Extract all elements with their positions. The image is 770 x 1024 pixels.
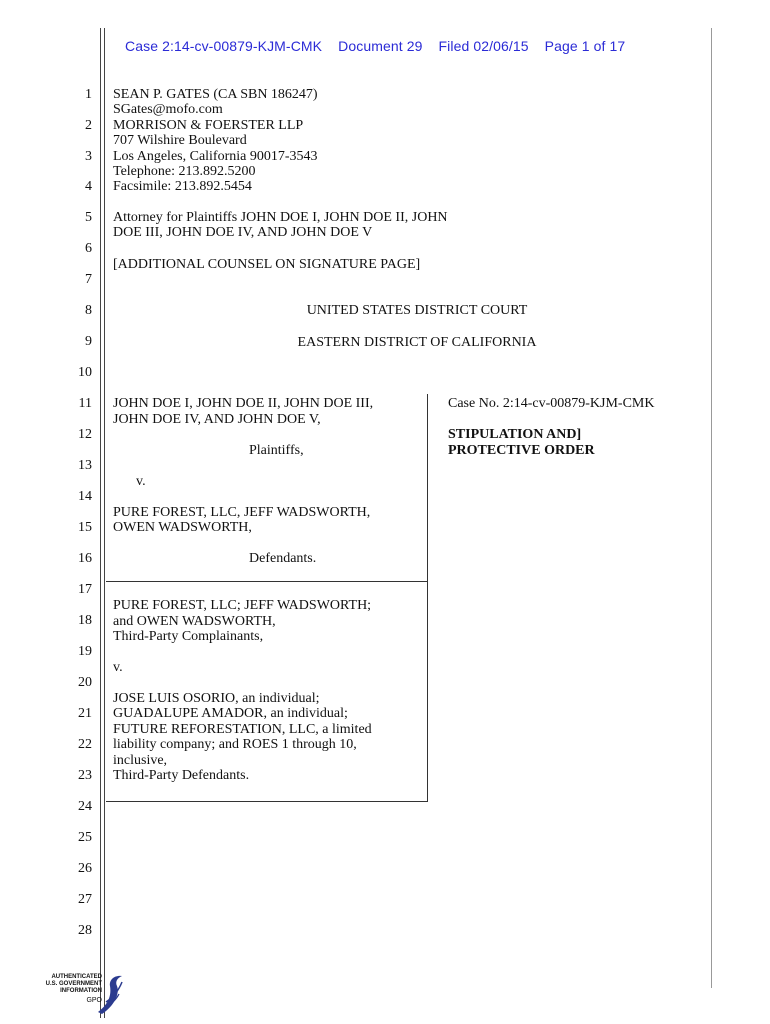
counsel-firm: MORRISON & FOERSTER LLP: [113, 118, 304, 133]
seal-line-4: GPO: [86, 997, 102, 1004]
left-margin-rule: [100, 28, 101, 1018]
line-number: 16: [78, 551, 92, 566]
third-party-defendants-line-1: JOSE LUIS OSORIO, an individual;: [113, 691, 320, 706]
third-party-complainants-role: Third-Party Complainants,: [113, 629, 264, 644]
defendants-line-2: OWEN WADSWORTH,: [113, 520, 252, 535]
seal-line-3: INFORMATION: [60, 988, 102, 994]
defendants-role: Defendants.: [249, 551, 317, 566]
header-filed-date: Filed 02/06/15: [438, 38, 529, 54]
line-number: 2: [85, 118, 92, 133]
line-number: 13: [78, 458, 92, 473]
attorney-for-line-1: Attorney for Plaintiffs JOHN DOE I, JOHN DOE II, JOHN: [113, 210, 448, 225]
line-number: 7: [85, 272, 92, 287]
header-document-number: Document 29: [338, 38, 423, 54]
third-party-complainants-line-1: PURE FOREST, LLC; JEFF WADSWORTH;: [113, 598, 372, 613]
line-number: 12: [78, 427, 92, 442]
line-number: 8: [85, 303, 92, 318]
line-number: 18: [78, 613, 92, 628]
third-party-defendants-line-4: liability company; and ROES 1 through 10,: [113, 737, 357, 752]
line-number: 3: [85, 149, 92, 164]
versus-label-2: v.: [113, 660, 123, 675]
line-number: 6: [85, 241, 92, 256]
line-number: 5: [85, 210, 92, 225]
third-party-defendants-line-2: GUADALUPE AMADOR, an individual;: [113, 706, 348, 721]
counsel-email: SGates@mofo.com: [113, 102, 223, 117]
plaintiffs-line-1: JOHN DOE I, JOHN DOE II, JOHN DOE III,: [113, 396, 374, 411]
line-number: 21: [78, 706, 92, 721]
third-party-defendants-role: Third-Party Defendants.: [113, 768, 250, 783]
header-case-number: Case 2:14-cv-00879-KJM-CMK: [125, 38, 323, 54]
document-title-line-2: PROTECTIVE ORDER: [448, 443, 595, 458]
counsel-facsimile: Facsimile: 213.892.5454: [113, 179, 252, 194]
court-district: EASTERN DISTRICT OF CALIFORNIA: [297, 335, 537, 350]
third-party-complainants-line-2: and OWEN WADSWORTH,: [113, 614, 276, 629]
line-number: 22: [78, 737, 92, 752]
line-number: 10: [78, 365, 92, 380]
line-number: 11: [78, 396, 92, 411]
additional-counsel-note: [ADDITIONAL COUNSEL ON SIGNATURE PAGE]: [113, 257, 421, 272]
versus-label: v.: [136, 474, 146, 489]
line-number: 26: [78, 861, 92, 876]
ecf-header: [125, 38, 637, 54]
line-number: 20: [78, 675, 92, 690]
counsel-street: 707 Wilshire Boulevard: [113, 133, 247, 148]
line-number: 24: [78, 799, 92, 814]
seal-line-1: AUTHENTICATED: [51, 974, 102, 980]
line-number: 28: [78, 923, 92, 938]
line-number: 1: [85, 87, 92, 102]
line-number: 15: [78, 520, 92, 535]
counsel-name: SEAN P. GATES (CA SBN 186247): [113, 87, 318, 102]
eagle-icon: [92, 972, 130, 1016]
plaintiffs-role: Plaintiffs,: [249, 443, 304, 458]
left-margin-rule-inner: [104, 28, 105, 1018]
plaintiffs-line-2: JOHN DOE IV, AND JOHN DOE V,: [113, 412, 321, 427]
line-number: 23: [78, 768, 92, 783]
document-title-line-1: STIPULATION AND]: [448, 427, 582, 442]
line-number: 17: [78, 582, 92, 597]
line-number: 9: [85, 334, 92, 349]
attorney-for-line-2: DOE III, JOHN DOE IV, AND JOHN DOE V: [113, 225, 373, 240]
caption-separator: [106, 581, 428, 582]
seal-line-2: U.S. GOVERNMENT: [45, 981, 102, 987]
counsel-telephone: Telephone: 213.892.5200: [113, 164, 256, 179]
header-page-count: Page 1 of 17: [544, 38, 626, 54]
counsel-city: Los Angeles, California 90017-3543: [113, 149, 318, 164]
line-number: 4: [85, 179, 92, 194]
third-party-defendants-line-5: inclusive,: [113, 753, 168, 768]
line-number: 27: [78, 892, 92, 907]
line-number: 25: [78, 830, 92, 845]
defendants-line-1: PURE FOREST, LLC, JEFF WADSWORTH,: [113, 505, 371, 520]
case-number: Case No. 2:14-cv-00879-KJM-CMK: [448, 396, 655, 411]
line-number: 19: [78, 644, 92, 659]
third-party-defendants-line-3: FUTURE REFORESTATION, LLC, a limited: [113, 722, 372, 737]
court-name: UNITED STATES DISTRICT COURT: [306, 303, 528, 318]
right-margin-rule: [711, 28, 712, 988]
line-number: 14: [78, 489, 92, 504]
